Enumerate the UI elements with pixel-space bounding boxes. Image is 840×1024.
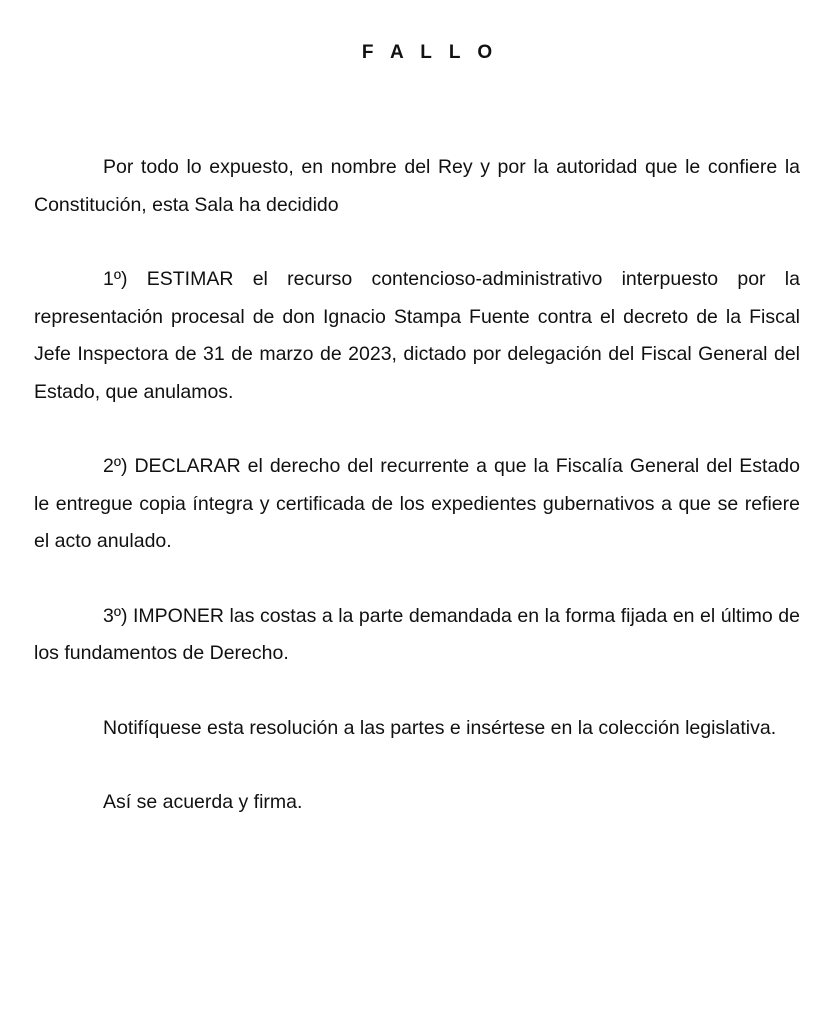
paragraph-ruling-1: 1º) ESTIMAR el recurso contencioso-administrativo interpuesto por la representación procesal de don Ignacio Stampa Fuente contra el decreto de la Fiscal Jefe Inspectora de 31 de marzo de 2023, dictado por delegación del Fiscal General del Estado, que anulamos. [34,268,800,403]
paragraph-closing: Así se acuerda y firma. [103,791,303,813]
document-title: F A L L O [361,42,499,63]
paragraph-notification: Notifíquese esta resolución a las partes e insértese en la colección legislativa. [103,716,777,739]
paragraph-ruling-2: 2º) DECLARAR el derecho del recurrente a que la Fiscalía General del Estado le entregue copia íntegra y certificada de los expedientes gubernativos a que se refiere el acto anulado. [34,455,800,552]
paragraph-ruling-3: 3º) IMPONER las costas a la parte demandada en la forma fijada en el último de los fundamentos de Derecho. [34,604,800,664]
paragraph-preamble: Por todo lo expuesto, en nombre del Rey y por la autoridad que le confiere la Constitución, esta Sala ha decidido [34,156,800,216]
